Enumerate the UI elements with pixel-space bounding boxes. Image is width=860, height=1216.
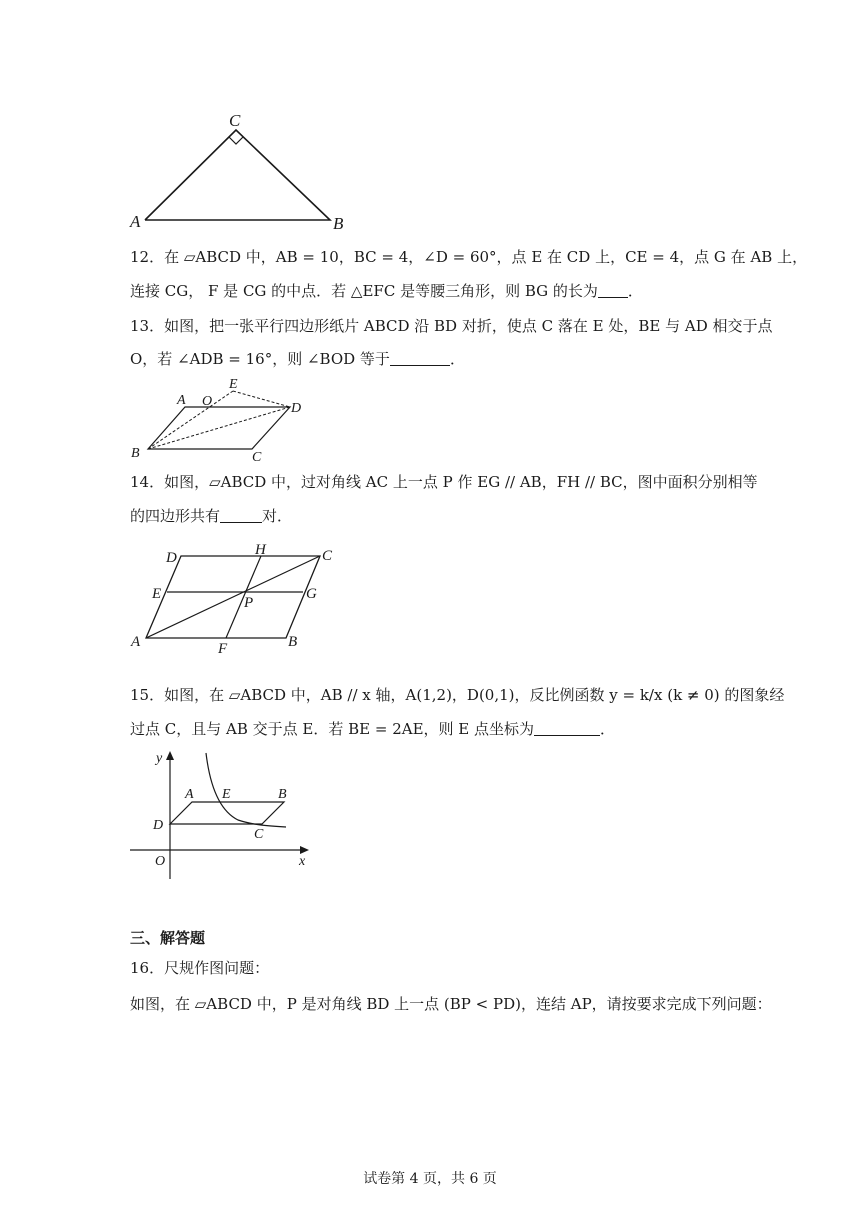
label-p: P <box>244 595 254 611</box>
label-c: C <box>254 827 264 842</box>
label-e: E <box>229 377 238 392</box>
label-a: A <box>130 212 141 231</box>
q16-line2: 如图，在 ▱ABCD 中，P 是对角线 BD 上一点 (BP < PD)，连结 AP，请按要求完成下列问题： <box>130 995 772 1013</box>
label-o: O <box>155 854 166 869</box>
section-heading: 三、解答题 <box>130 929 206 947</box>
q16-line1: 16．尺规作图问题： <box>130 959 270 977</box>
label-h: H <box>255 542 266 558</box>
label-d: D <box>166 550 177 566</box>
triangle-outline <box>145 130 330 220</box>
label-x: x <box>299 854 306 869</box>
answer-blank-q13[interactable] <box>390 351 450 366</box>
figure-right-triangle <box>128 110 358 235</box>
q15-line2: 过点 C，且与 AB 交于点 E．若 BE = 2AE，则 E 点坐标为 ． <box>130 720 616 738</box>
answer-blank-q15[interactable] <box>534 721 600 736</box>
diagonal-ac <box>146 556 320 638</box>
diagonal-bd <box>148 407 290 449</box>
figure-parallelogram-p <box>128 538 348 658</box>
label-e: E <box>222 787 231 802</box>
q15-line1: 15．如图，在 ▱ABCD 中，AB // x 轴，A(1,2)，D(0,1)，反比例函数 y = k/x (k ≠ 0) 的图象经 <box>130 686 785 704</box>
q12-line2: 连接 CG， F 是 CG 的中点．若 △EFC 是等腰三角形，则 BG 的长为 ． <box>130 282 643 300</box>
label-y: y <box>156 751 163 766</box>
label-o: O <box>202 394 213 409</box>
label-c: C <box>229 111 241 130</box>
y-axis-arrow <box>166 751 174 760</box>
x-axis-arrow <box>300 846 309 854</box>
label-b: B <box>131 446 140 461</box>
hyperbola-curve <box>206 753 286 827</box>
q14-line1: 14．如图，▱ABCD 中，过对角线 AC 上一点 P 作 EG // AB，FH // BC，图中面积分别相等 <box>130 473 758 491</box>
label-a: A <box>177 393 186 408</box>
label-g: G <box>306 586 317 602</box>
figure-coordinate-parallelogram <box>128 745 318 880</box>
label-e: E <box>152 586 162 602</box>
answer-blank-q14[interactable] <box>220 508 262 523</box>
label-b: B <box>278 787 287 802</box>
q13-line2: O，若 ∠ADB = 16°，则 ∠BOD 等于 ． <box>130 350 465 368</box>
label-d: D <box>153 818 164 833</box>
answer-blank-q12[interactable] <box>598 283 628 298</box>
label-b: B <box>288 634 298 650</box>
figure-folded-parallelogram <box>128 375 318 465</box>
q12-line1: 12．在 ▱ABCD 中，AB = 10，BC = 4，∠D = 60°，点 E 在 CD 上，CE = 4，点 G 在 AB 上， <box>130 248 808 266</box>
segment-ed <box>233 391 290 407</box>
page-footer: 试卷第 4 页，共 6 页 <box>363 1171 497 1187</box>
segment-be <box>148 391 233 449</box>
parallelogram-abcd <box>170 802 284 824</box>
label-d: D <box>291 401 302 416</box>
right-angle-mark <box>229 137 243 144</box>
q14-line2: 的四边形共有 对． <box>130 507 293 525</box>
label-a: A <box>185 787 194 802</box>
label-c: C <box>322 548 333 564</box>
label-b: B <box>333 214 344 233</box>
q13-line1: 13．如图，把一张平行四边形纸片 ABCD 沿 BD 对折，使点 C 落在 E 处，BE 与 AD 相交于点 <box>130 317 773 335</box>
label-c: C <box>252 450 262 465</box>
label-a: A <box>131 634 141 650</box>
label-f: F <box>218 641 228 657</box>
